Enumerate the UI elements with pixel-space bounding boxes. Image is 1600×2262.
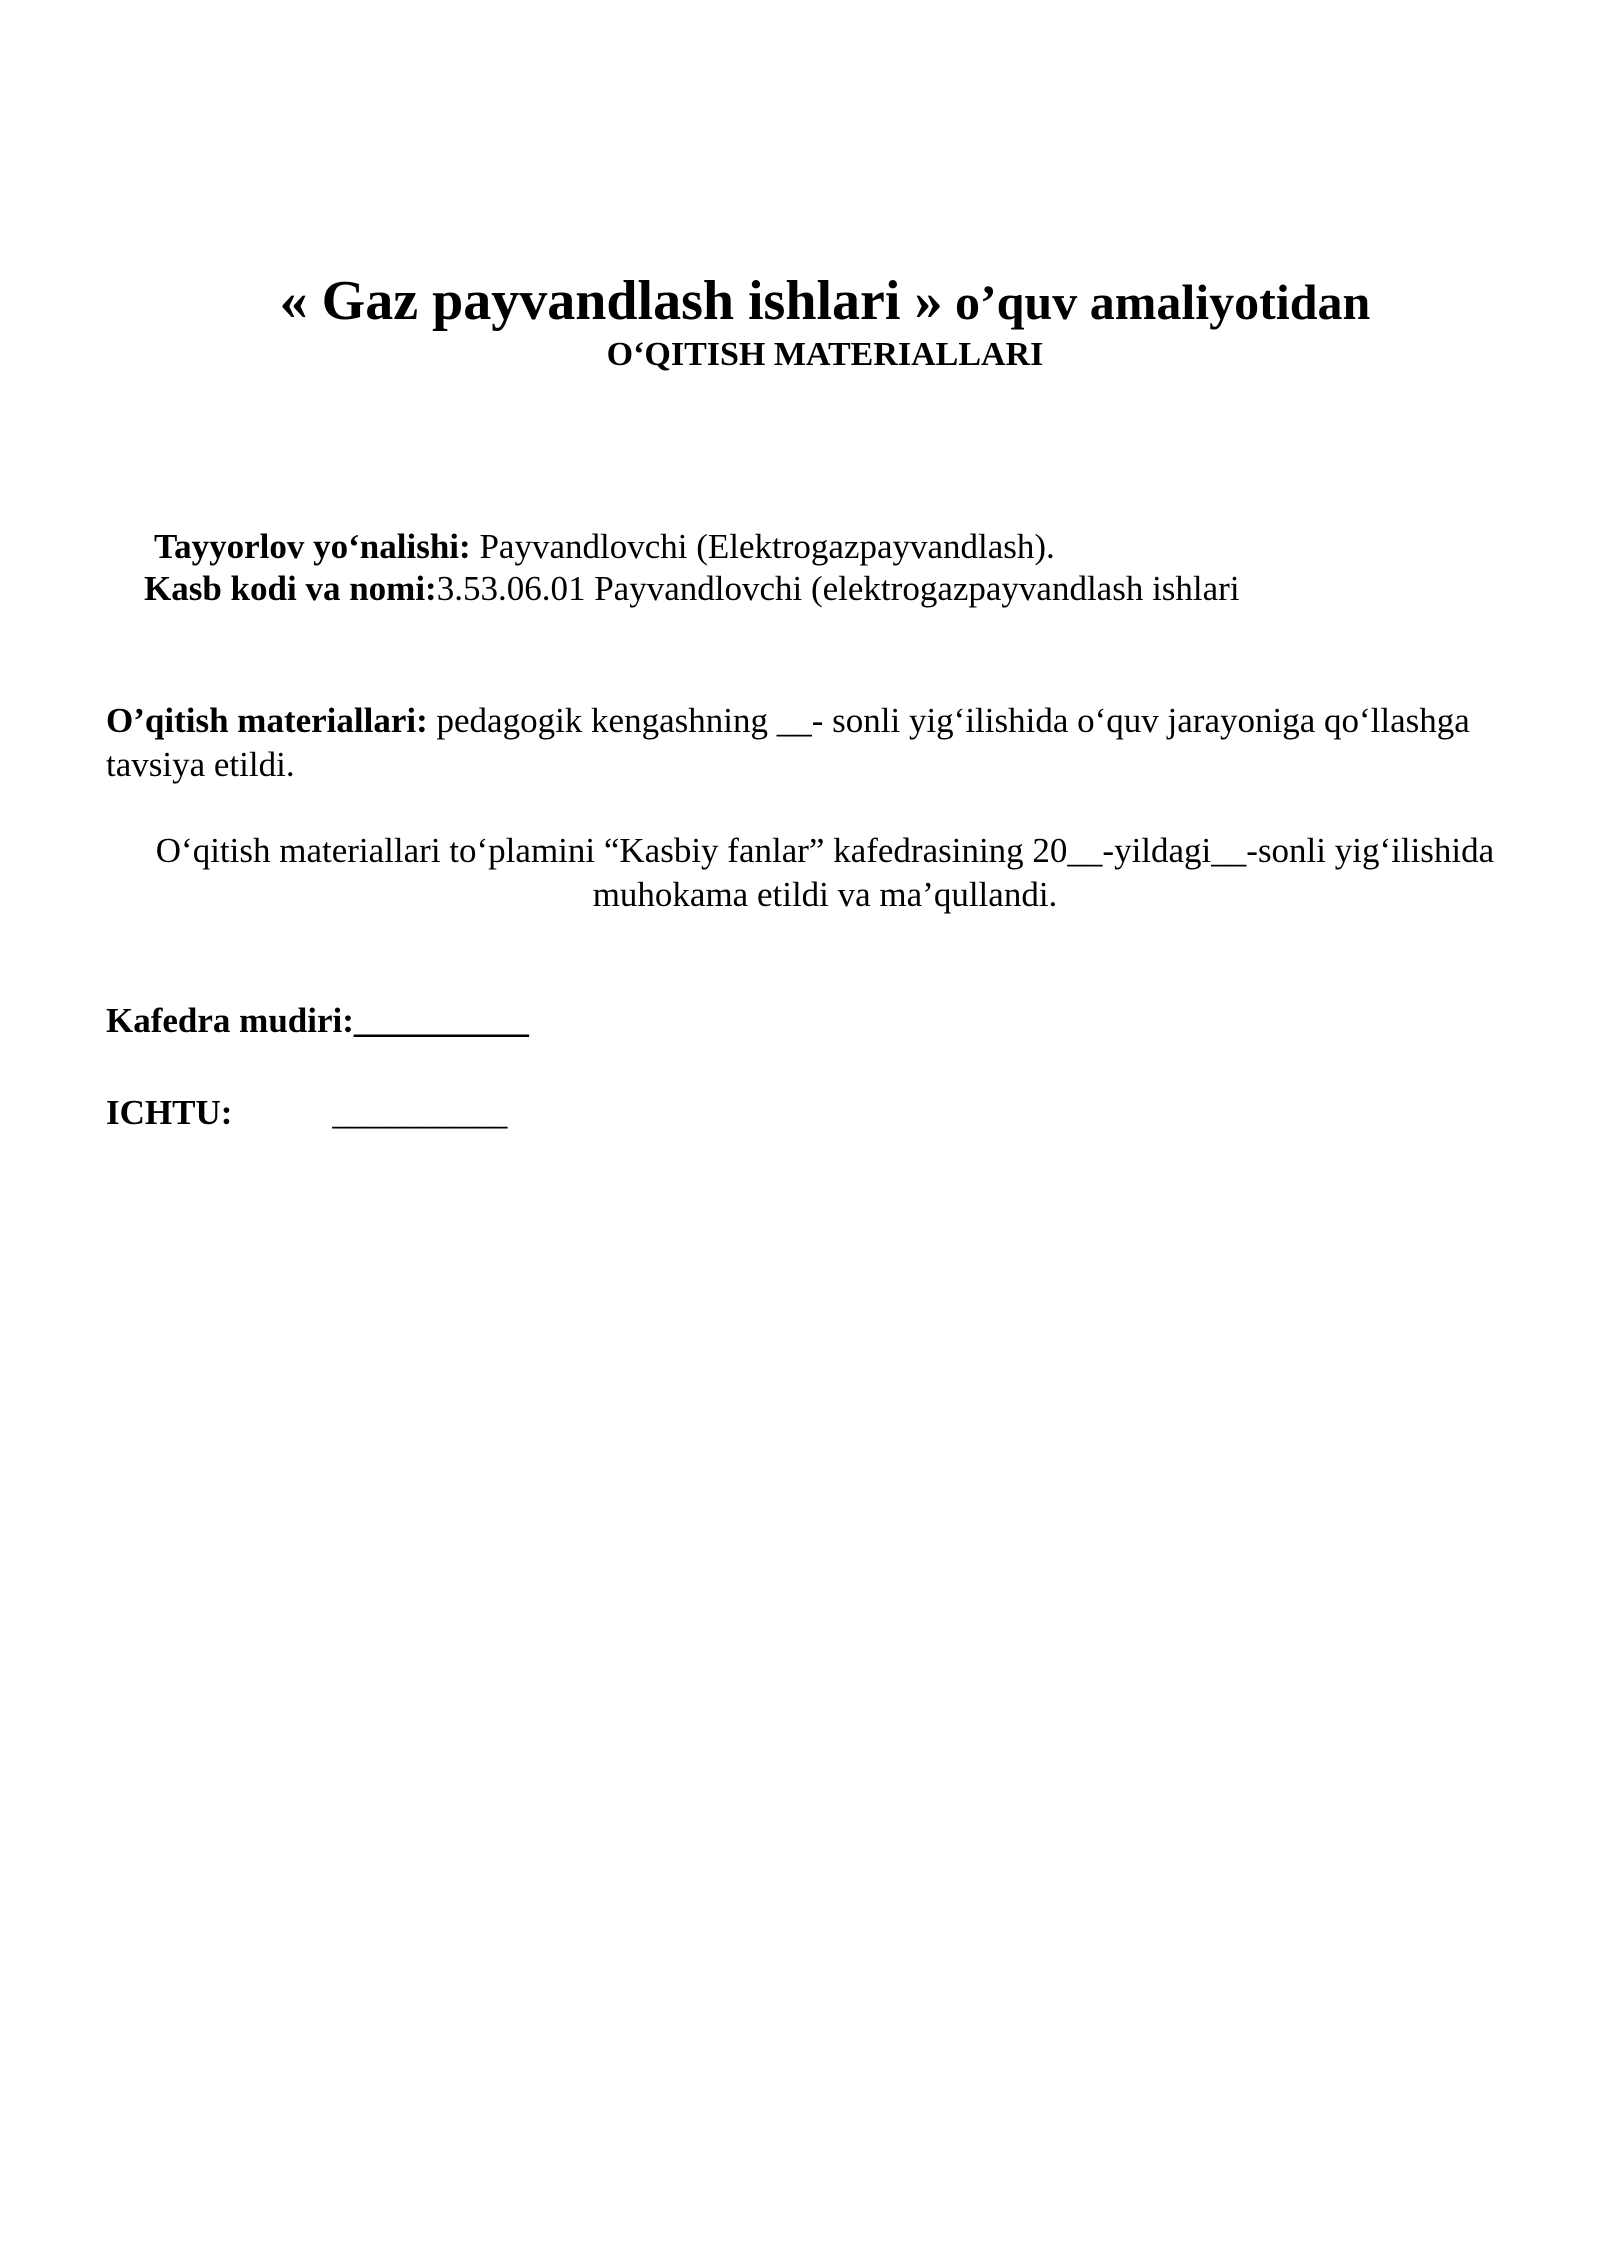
document-subtitle: O‘QITISH MATERIALLARI	[606, 336, 1044, 373]
document-title	[0, 268, 1600, 335]
recommendation-text: pedagogik kengashning __- sonli yig‘ilishida o‘quv jarayoniga qo‘llashga tavsiya etildi.	[106, 701, 1470, 784]
code-value: 3.53.06.01 Payvandlovchi (elektrogazpayvandlash ishlari	[436, 569, 1240, 608]
ichtu-signature	[106, 1092, 507, 1134]
ichtu-label: ICHTU:	[106, 1093, 233, 1132]
head-label: Kafedra mudiri:	[106, 1001, 354, 1040]
title-block	[0, 268, 1600, 375]
recommendation-label: O’qitish materiallari:	[106, 701, 428, 740]
recommendation-paragraph	[106, 699, 1506, 787]
code-label: Kasb kodi va nomi:	[144, 569, 437, 608]
direction-label: Tayyorlov yo‘nalishi:	[154, 527, 471, 566]
head-signature	[106, 1000, 529, 1042]
code-line	[144, 568, 1240, 610]
discussion-paragraph: O‘qitish materiallari to‘plamini “Kasbiy fanlar” kafedrasining 20__-yildagi__-sonli yig‘ilishida muhokama etildi va ma’qullandi.	[155, 831, 1495, 914]
head-signature-line: __________	[353, 1001, 529, 1040]
direction-line	[154, 526, 1055, 568]
title-suffix: o’quv amaliyotidan	[942, 274, 1371, 330]
direction-value: Payvandlovchi (Elektrogazpayvandlash).	[470, 527, 1055, 566]
ichtu-signature-line: __________	[332, 1093, 508, 1132]
title-prefix: « Gaz payvandlash ishlari »	[279, 270, 943, 332]
